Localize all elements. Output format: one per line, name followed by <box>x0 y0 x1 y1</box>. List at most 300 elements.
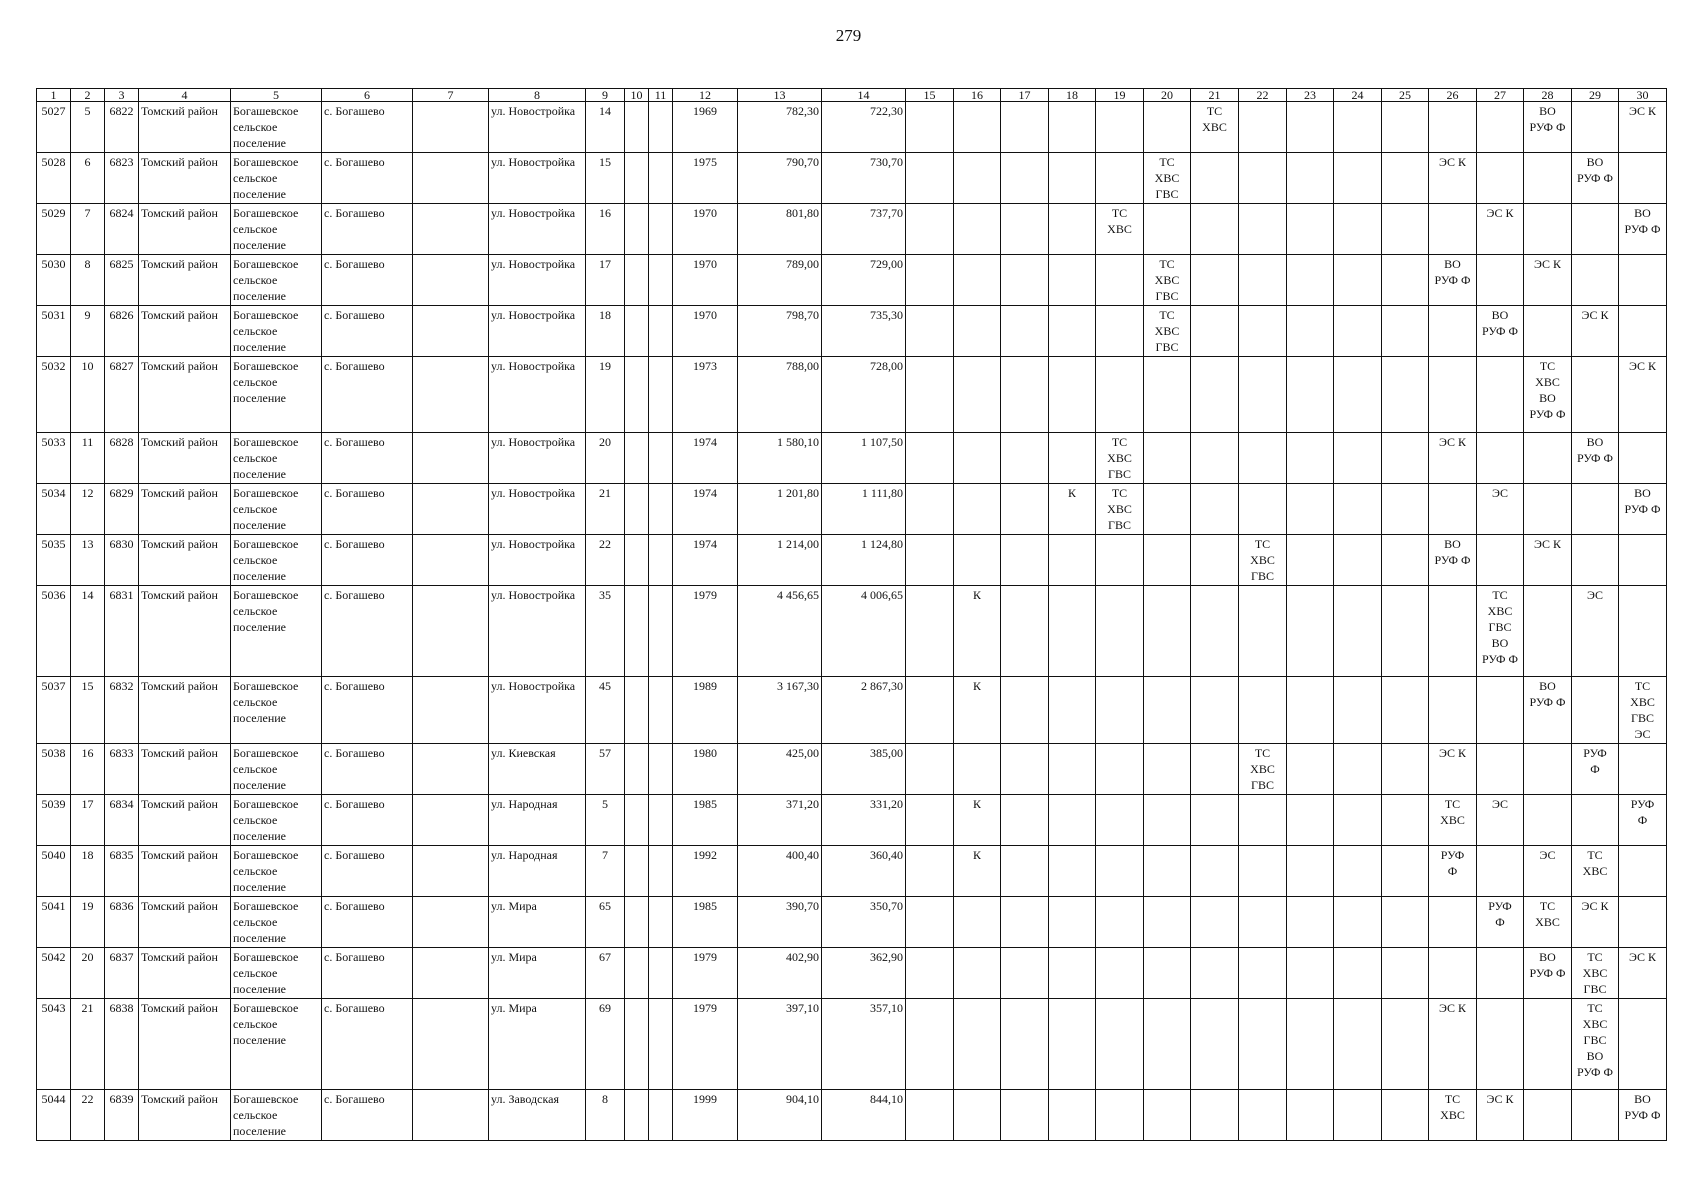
cell-col-4: Томский район <box>139 677 231 744</box>
column-header-7: 7 <box>413 89 489 102</box>
table-row <box>37 102 1667 153</box>
cell-col-2: 17 <box>71 795 105 846</box>
cell-col-11 <box>649 677 673 744</box>
cell-col-6: с. Богашево <box>322 306 413 357</box>
cell-col-11 <box>649 255 673 306</box>
table-row <box>37 744 1667 795</box>
cell-col-12: 1974 <box>673 535 738 586</box>
cell-col-5: Богашевское сельское поселение <box>231 846 322 897</box>
cell-col-18 <box>1049 306 1096 357</box>
cell-col-18 <box>1049 846 1096 897</box>
cell-col-24 <box>1334 535 1382 586</box>
cell-col-11 <box>649 357 673 433</box>
table-row <box>37 897 1667 948</box>
cell-col-28 <box>1524 586 1572 677</box>
cell-col-25 <box>1382 795 1429 846</box>
column-header-5: 5 <box>231 89 322 102</box>
cell-col-30: ВО РУФ Ф <box>1619 204 1667 255</box>
cell-col-4: Томский район <box>139 1090 231 1141</box>
cell-col-9: 22 <box>586 535 625 586</box>
cell-col-30: ЭС К <box>1619 948 1667 999</box>
cell-col-4: Томский район <box>139 744 231 795</box>
cell-col-27 <box>1477 744 1524 795</box>
cell-col-13: 798,70 <box>738 306 822 357</box>
cell-col-27 <box>1477 102 1524 153</box>
cell-col-2: 20 <box>71 948 105 999</box>
cell-col-13: 1 580,10 <box>738 433 822 484</box>
cell-col-26: ЭС К <box>1429 433 1477 484</box>
cell-col-2: 16 <box>71 744 105 795</box>
cell-col-24 <box>1334 744 1382 795</box>
cell-col-5: Богашевское сельское поселение <box>231 204 322 255</box>
cell-col-18 <box>1049 1090 1096 1141</box>
cell-col-30 <box>1619 846 1667 897</box>
cell-col-22 <box>1239 897 1287 948</box>
cell-col-22 <box>1239 102 1287 153</box>
cell-col-17 <box>1001 999 1049 1090</box>
cell-col-1: 5033 <box>37 433 71 484</box>
cell-col-12: 1992 <box>673 846 738 897</box>
cell-col-24 <box>1334 433 1382 484</box>
cell-col-24 <box>1334 846 1382 897</box>
cell-col-4: Томский район <box>139 255 231 306</box>
cell-col-19: ТС ХВС ГВС <box>1096 484 1144 535</box>
cell-col-24 <box>1334 948 1382 999</box>
cell-col-15 <box>906 677 954 744</box>
cell-col-23 <box>1287 102 1334 153</box>
cell-col-18 <box>1049 586 1096 677</box>
cell-col-22 <box>1239 586 1287 677</box>
cell-col-17 <box>1001 102 1049 153</box>
cell-col-1: 5039 <box>37 795 71 846</box>
cell-col-7 <box>413 204 489 255</box>
cell-col-20 <box>1144 999 1191 1090</box>
cell-col-18 <box>1049 948 1096 999</box>
cell-col-19 <box>1096 102 1144 153</box>
cell-col-12: 1970 <box>673 306 738 357</box>
cell-col-19 <box>1096 677 1144 744</box>
cell-col-10 <box>625 795 649 846</box>
cell-col-17 <box>1001 744 1049 795</box>
cell-col-16: К <box>954 846 1001 897</box>
cell-col-1: 5043 <box>37 999 71 1090</box>
cell-col-22 <box>1239 677 1287 744</box>
cell-col-23 <box>1287 484 1334 535</box>
cell-col-6: с. Богашево <box>322 433 413 484</box>
cell-col-12: 1970 <box>673 255 738 306</box>
column-header-20: 20 <box>1144 89 1191 102</box>
cell-col-6: с. Богашево <box>322 744 413 795</box>
cell-col-11 <box>649 948 673 999</box>
cell-col-25 <box>1382 306 1429 357</box>
table-row <box>37 535 1667 586</box>
cell-col-27 <box>1477 999 1524 1090</box>
cell-col-20 <box>1144 204 1191 255</box>
column-header-16: 16 <box>954 89 1001 102</box>
cell-col-30 <box>1619 255 1667 306</box>
cell-col-12: 1980 <box>673 744 738 795</box>
cell-col-10 <box>625 586 649 677</box>
cell-col-11 <box>649 306 673 357</box>
cell-col-12: 1975 <box>673 153 738 204</box>
cell-col-18 <box>1049 357 1096 433</box>
cell-col-12: 1985 <box>673 795 738 846</box>
cell-col-6: с. Богашево <box>322 586 413 677</box>
cell-col-13: 3 167,30 <box>738 677 822 744</box>
cell-col-6: с. Богашево <box>322 948 413 999</box>
cell-col-5: Богашевское сельское поселение <box>231 677 322 744</box>
cell-col-18 <box>1049 795 1096 846</box>
cell-col-2: 13 <box>71 535 105 586</box>
cell-col-3: 6836 <box>105 897 139 948</box>
cell-col-17 <box>1001 433 1049 484</box>
cell-col-7 <box>413 1090 489 1141</box>
cell-col-26 <box>1429 204 1477 255</box>
cell-col-5: Богашевское сельское поселение <box>231 586 322 677</box>
cell-col-10 <box>625 204 649 255</box>
cell-col-29 <box>1572 204 1619 255</box>
cell-col-30: РУФ Ф <box>1619 795 1667 846</box>
cell-col-16 <box>954 535 1001 586</box>
cell-col-3: 6824 <box>105 204 139 255</box>
cell-col-15 <box>906 433 954 484</box>
cell-col-5: Богашевское сельское поселение <box>231 153 322 204</box>
cell-col-21 <box>1191 1090 1239 1141</box>
cell-col-19 <box>1096 535 1144 586</box>
cell-col-1: 5041 <box>37 897 71 948</box>
cell-col-25 <box>1382 948 1429 999</box>
table-row <box>37 255 1667 306</box>
column-header-13: 13 <box>738 89 822 102</box>
cell-col-3: 6829 <box>105 484 139 535</box>
cell-col-3: 6826 <box>105 306 139 357</box>
cell-col-11 <box>649 795 673 846</box>
cell-col-8: ул. Новостройка <box>489 102 586 153</box>
cell-col-8: ул. Народная <box>489 795 586 846</box>
cell-col-14: 737,70 <box>822 204 906 255</box>
cell-col-23 <box>1287 433 1334 484</box>
cell-col-11 <box>649 999 673 1090</box>
cell-col-9: 19 <box>586 357 625 433</box>
column-header-6: 6 <box>322 89 413 102</box>
cell-col-17 <box>1001 677 1049 744</box>
cell-col-6: с. Богашево <box>322 102 413 153</box>
cell-col-10 <box>625 153 649 204</box>
cell-col-14: 729,00 <box>822 255 906 306</box>
cell-col-7 <box>413 484 489 535</box>
column-header-26: 26 <box>1429 89 1477 102</box>
cell-col-23 <box>1287 357 1334 433</box>
cell-col-18 <box>1049 433 1096 484</box>
cell-col-29: ЭС К <box>1572 306 1619 357</box>
cell-col-25 <box>1382 204 1429 255</box>
cell-col-21 <box>1191 744 1239 795</box>
cell-col-6: с. Богашево <box>322 677 413 744</box>
cell-col-23 <box>1287 795 1334 846</box>
cell-col-4: Томский район <box>139 795 231 846</box>
cell-col-5: Богашевское сельское поселение <box>231 1090 322 1141</box>
cell-col-20 <box>1144 586 1191 677</box>
cell-col-23 <box>1287 255 1334 306</box>
column-header-18: 18 <box>1049 89 1096 102</box>
cell-col-10 <box>625 1090 649 1141</box>
cell-col-28: ЭС К <box>1524 535 1572 586</box>
cell-col-5: Богашевское сельское поселение <box>231 255 322 306</box>
cell-col-13: 4 456,65 <box>738 586 822 677</box>
cell-col-16 <box>954 102 1001 153</box>
cell-col-23 <box>1287 948 1334 999</box>
cell-col-4: Томский район <box>139 897 231 948</box>
cell-col-30: ВО РУФ Ф <box>1619 484 1667 535</box>
cell-col-16 <box>954 306 1001 357</box>
cell-col-7 <box>413 586 489 677</box>
cell-col-5: Богашевское сельское поселение <box>231 306 322 357</box>
column-header-1: 1 <box>37 89 71 102</box>
cell-col-21 <box>1191 255 1239 306</box>
cell-col-6: с. Богашево <box>322 484 413 535</box>
cell-col-14: 360,40 <box>822 846 906 897</box>
cell-col-10 <box>625 535 649 586</box>
column-header-29: 29 <box>1572 89 1619 102</box>
cell-col-23 <box>1287 153 1334 204</box>
cell-col-24 <box>1334 897 1382 948</box>
cell-col-10 <box>625 102 649 153</box>
cell-col-20 <box>1144 846 1191 897</box>
cell-col-22 <box>1239 999 1287 1090</box>
cell-col-12: 1974 <box>673 484 738 535</box>
cell-col-22 <box>1239 484 1287 535</box>
cell-col-1: 5028 <box>37 153 71 204</box>
cell-col-19 <box>1096 999 1144 1090</box>
cell-col-16 <box>954 204 1001 255</box>
cell-col-22: ТС ХВС ГВС <box>1239 744 1287 795</box>
cell-col-16: К <box>954 677 1001 744</box>
cell-col-15 <box>906 204 954 255</box>
cell-col-10 <box>625 999 649 1090</box>
cell-col-20 <box>1144 897 1191 948</box>
cell-col-24 <box>1334 204 1382 255</box>
cell-col-4: Томский район <box>139 846 231 897</box>
cell-col-23 <box>1287 677 1334 744</box>
cell-col-27: ЭС <box>1477 484 1524 535</box>
cell-col-6: с. Богашево <box>322 153 413 204</box>
cell-col-21 <box>1191 677 1239 744</box>
column-header-11: 11 <box>649 89 673 102</box>
cell-col-4: Томский район <box>139 102 231 153</box>
cell-col-5: Богашевское сельское поселение <box>231 744 322 795</box>
cell-col-27: ЭС <box>1477 795 1524 846</box>
cell-col-12: 1979 <box>673 948 738 999</box>
cell-col-20 <box>1144 1090 1191 1141</box>
cell-col-29: ТС ХВС ГВС ВО РУФ Ф <box>1572 999 1619 1090</box>
cell-col-14: 1 124,80 <box>822 535 906 586</box>
cell-col-17 <box>1001 153 1049 204</box>
cell-col-22 <box>1239 204 1287 255</box>
cell-col-2: 7 <box>71 204 105 255</box>
cell-col-13: 425,00 <box>738 744 822 795</box>
cell-col-28: ТС ХВС ВО РУФ Ф <box>1524 357 1572 433</box>
cell-col-10 <box>625 357 649 433</box>
cell-col-15 <box>906 795 954 846</box>
cell-col-7 <box>413 102 489 153</box>
cell-col-9: 18 <box>586 306 625 357</box>
cell-col-6: с. Богашево <box>322 204 413 255</box>
cell-col-15 <box>906 484 954 535</box>
cell-col-11 <box>649 846 673 897</box>
cell-col-17 <box>1001 535 1049 586</box>
cell-col-19: ТС ХВС <box>1096 204 1144 255</box>
cell-col-20 <box>1144 433 1191 484</box>
cell-col-12: 1973 <box>673 357 738 433</box>
cell-col-4: Томский район <box>139 357 231 433</box>
cell-col-7 <box>413 306 489 357</box>
cell-col-1: 5038 <box>37 744 71 795</box>
cell-col-16 <box>954 999 1001 1090</box>
cell-col-29 <box>1572 255 1619 306</box>
table-body <box>37 102 1667 1141</box>
cell-col-26: РУФ Ф <box>1429 846 1477 897</box>
cell-col-12: 1969 <box>673 102 738 153</box>
cell-col-2: 8 <box>71 255 105 306</box>
cell-col-11 <box>649 153 673 204</box>
cell-col-19 <box>1096 846 1144 897</box>
table-row <box>37 795 1667 846</box>
cell-col-5: Богашевское сельское поселение <box>231 999 322 1090</box>
cell-col-12: 1979 <box>673 999 738 1090</box>
cell-col-22: ТС ХВС ГВС <box>1239 535 1287 586</box>
cell-col-8: ул. Новостройка <box>489 677 586 744</box>
cell-col-10 <box>625 433 649 484</box>
cell-col-1: 5030 <box>37 255 71 306</box>
cell-col-29 <box>1572 795 1619 846</box>
cell-col-22 <box>1239 357 1287 433</box>
cell-col-14: 4 006,65 <box>822 586 906 677</box>
cell-col-9: 65 <box>586 897 625 948</box>
cell-col-24 <box>1334 677 1382 744</box>
cell-col-30: ВО РУФ Ф <box>1619 1090 1667 1141</box>
cell-col-10 <box>625 897 649 948</box>
cell-col-24 <box>1334 484 1382 535</box>
cell-col-29 <box>1572 535 1619 586</box>
cell-col-24 <box>1334 1090 1382 1141</box>
cell-col-20: ТС ХВС ГВС <box>1144 306 1191 357</box>
cell-col-21 <box>1191 586 1239 677</box>
cell-col-19 <box>1096 897 1144 948</box>
cell-col-1: 5044 <box>37 1090 71 1141</box>
cell-col-29: ЭС К <box>1572 897 1619 948</box>
cell-col-19 <box>1096 255 1144 306</box>
cell-col-30 <box>1619 153 1667 204</box>
cell-col-7 <box>413 846 489 897</box>
table-row <box>37 204 1667 255</box>
column-header-30: 30 <box>1619 89 1667 102</box>
cell-col-26 <box>1429 306 1477 357</box>
cell-col-26 <box>1429 102 1477 153</box>
cell-col-10 <box>625 484 649 535</box>
column-header-17: 17 <box>1001 89 1049 102</box>
cell-col-13: 1 214,00 <box>738 535 822 586</box>
cell-col-8: ул. Киевская <box>489 744 586 795</box>
cell-col-26: ЭС К <box>1429 744 1477 795</box>
cell-col-23 <box>1287 897 1334 948</box>
cell-col-14: 385,00 <box>822 744 906 795</box>
cell-col-1: 5027 <box>37 102 71 153</box>
cell-col-2: 18 <box>71 846 105 897</box>
cell-col-17 <box>1001 204 1049 255</box>
cell-col-7 <box>413 357 489 433</box>
cell-col-4: Томский район <box>139 204 231 255</box>
cell-col-12: 1999 <box>673 1090 738 1141</box>
cell-col-6: с. Богашево <box>322 846 413 897</box>
cell-col-21 <box>1191 357 1239 433</box>
cell-col-20 <box>1144 795 1191 846</box>
cell-col-5: Богашевское сельское поселение <box>231 795 322 846</box>
cell-col-24 <box>1334 153 1382 204</box>
cell-col-15 <box>906 535 954 586</box>
cell-col-21 <box>1191 846 1239 897</box>
cell-col-5: Богашевское сельское поселение <box>231 102 322 153</box>
cell-col-2: 9 <box>71 306 105 357</box>
cell-col-27: ТС ХВС ГВС ВО РУФ Ф <box>1477 586 1524 677</box>
cell-col-18 <box>1049 744 1096 795</box>
cell-col-26 <box>1429 484 1477 535</box>
cell-col-15 <box>906 999 954 1090</box>
cell-col-8: ул. Новостройка <box>489 204 586 255</box>
cell-col-20: ТС ХВС ГВС <box>1144 153 1191 204</box>
cell-col-8: ул. Новостройка <box>489 255 586 306</box>
cell-col-8: ул. Заводская <box>489 1090 586 1141</box>
cell-col-15 <box>906 586 954 677</box>
cell-col-9: 8 <box>586 1090 625 1141</box>
cell-col-17 <box>1001 306 1049 357</box>
cell-col-25 <box>1382 153 1429 204</box>
cell-col-2: 11 <box>71 433 105 484</box>
cell-col-18 <box>1049 999 1096 1090</box>
cell-col-11 <box>649 433 673 484</box>
cell-col-27: ВО РУФ Ф <box>1477 306 1524 357</box>
cell-col-1: 5029 <box>37 204 71 255</box>
cell-col-20 <box>1144 484 1191 535</box>
cell-col-29: ЭС <box>1572 586 1619 677</box>
cell-col-5: Богашевское сельское поселение <box>231 433 322 484</box>
cell-col-24 <box>1334 306 1382 357</box>
cell-col-6: с. Богашево <box>322 255 413 306</box>
cell-col-19 <box>1096 357 1144 433</box>
column-header-4: 4 <box>139 89 231 102</box>
cell-col-8: ул. Новостройка <box>489 535 586 586</box>
cell-col-21 <box>1191 795 1239 846</box>
cell-col-9: 7 <box>586 846 625 897</box>
cell-col-14: 1 107,50 <box>822 433 906 484</box>
cell-col-16: К <box>954 586 1001 677</box>
cell-col-1: 5037 <box>37 677 71 744</box>
cell-col-18 <box>1049 255 1096 306</box>
cell-col-11 <box>649 744 673 795</box>
cell-col-3: 6833 <box>105 744 139 795</box>
cell-col-29: ВО РУФ Ф <box>1572 433 1619 484</box>
cell-col-1: 5042 <box>37 948 71 999</box>
table-row <box>37 677 1667 744</box>
cell-col-16 <box>954 255 1001 306</box>
cell-col-3: 6838 <box>105 999 139 1090</box>
cell-col-27: ЭС К <box>1477 1090 1524 1141</box>
cell-col-3: 6837 <box>105 948 139 999</box>
cell-col-14: 844,10 <box>822 1090 906 1141</box>
cell-col-17 <box>1001 586 1049 677</box>
cell-col-21 <box>1191 484 1239 535</box>
cell-col-9: 5 <box>586 795 625 846</box>
cell-col-30 <box>1619 999 1667 1090</box>
